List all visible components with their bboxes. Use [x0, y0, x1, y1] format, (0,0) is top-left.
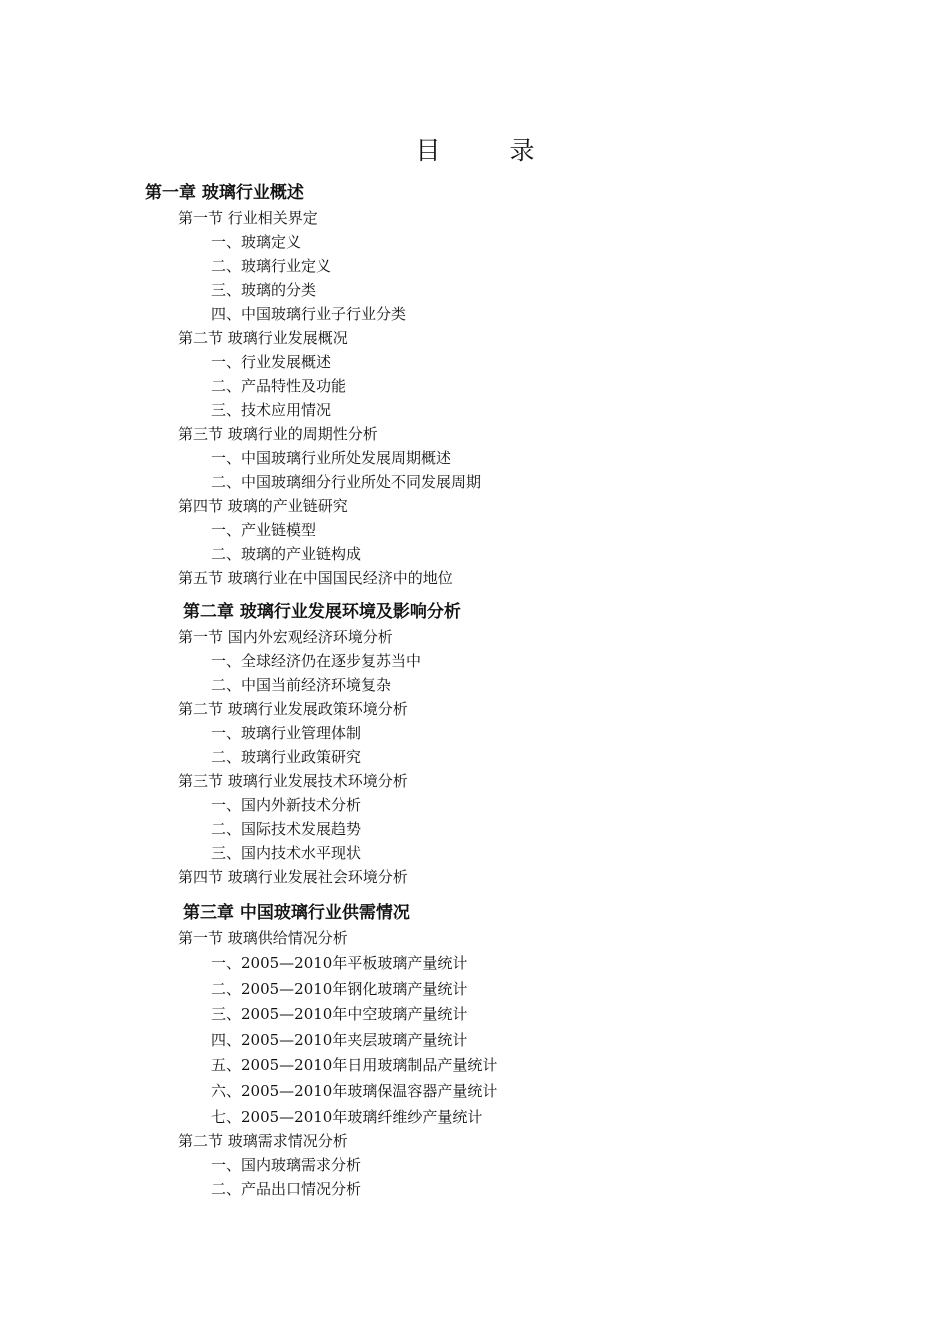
toc-item: 一、国内外新技术分析 [211, 796, 362, 814]
toc-item: 一、国内玻璃需求分析 [211, 1156, 362, 1175]
toc-item: 三、国内技术水平现状 [211, 844, 362, 862]
toc-item: 二、产品特性及功能 [211, 377, 347, 395]
toc-item: 四、2005—2010年夹层玻璃产量统计 [211, 1030, 468, 1049]
toc-item: 一、行业发展概述 [211, 353, 332, 371]
chapter-heading: 第一章 玻璃行业概述 [145, 183, 304, 203]
toc-item: 六、2005—2010年玻璃保温容器产量统计 [211, 1082, 498, 1100]
toc-item: 一、全球经济仍在逐步复苏当中 [211, 652, 422, 670]
toc-item: 七、2005—2010年玻璃纤维纱产量统计 [211, 1107, 483, 1126]
toc-item: 一、2005—2010年平板玻璃产量统计 [211, 954, 468, 972]
toc-item: 二、2005—2010年钢化玻璃产量统计 [211, 979, 468, 998]
section-heading: 第三节 玻璃行业的周期性分析 [178, 425, 378, 443]
toc-item: 一、中国玻璃行业所处发展周期概述 [211, 449, 452, 467]
toc-item: 二、中国玻璃细分行业所处不同发展周期 [211, 473, 482, 491]
toc-item: 一、玻璃行业管理体制 [211, 724, 362, 742]
toc-item: 三、技术应用情况 [211, 401, 332, 419]
toc-item: 二、玻璃行业定义 [211, 257, 332, 275]
section-heading: 第一节 玻璃供给情况分析 [178, 929, 348, 947]
toc-item: 二、国际技术发展趋势 [211, 820, 362, 838]
section-heading: 第五节 玻璃行业在中国国民经济中的地位 [178, 569, 453, 587]
chapter-heading: 第三章 中国玻璃行业供需情况 [183, 903, 410, 923]
toc-title: 目 录 [415, 136, 557, 165]
toc-item: 二、中国当前经济环境复杂 [211, 676, 392, 694]
section-heading: 第二节 玻璃行业发展概况 [178, 329, 348, 347]
toc-item: 一、产业链模型 [211, 521, 317, 539]
section-heading: 第一节 国内外宏观经济环境分析 [178, 628, 393, 646]
section-heading: 第四节 玻璃的产业链研究 [178, 497, 348, 515]
toc-item: 三、玻璃的分类 [211, 281, 317, 299]
section-heading: 第三节 玻璃行业发展技术环境分析 [178, 772, 408, 790]
toc-item: 二、玻璃行业政策研究 [211, 748, 362, 766]
toc-item: 二、产品出口情况分析 [211, 1180, 362, 1199]
section-heading: 第四节 玻璃行业发展社会环境分析 [178, 868, 408, 886]
toc-item: 三、2005—2010年中空玻璃产量统计 [211, 1005, 468, 1024]
toc-item: 四、中国玻璃行业子行业分类 [211, 305, 407, 323]
toc-item: 一、玻璃定义 [211, 233, 302, 251]
section-heading: 第二节 玻璃需求情况分析 [178, 1132, 348, 1151]
toc-item: 五、2005—2010年日用玻璃制品产量统计 [211, 1056, 498, 1075]
chapter-heading: 第二章 玻璃行业发展环境及影响分析 [183, 602, 461, 622]
section-heading: 第二节 玻璃行业发展政策环境分析 [178, 700, 408, 718]
section-heading: 第一节 行业相关界定 [178, 209, 318, 227]
toc-item: 二、玻璃的产业链构成 [211, 545, 362, 563]
